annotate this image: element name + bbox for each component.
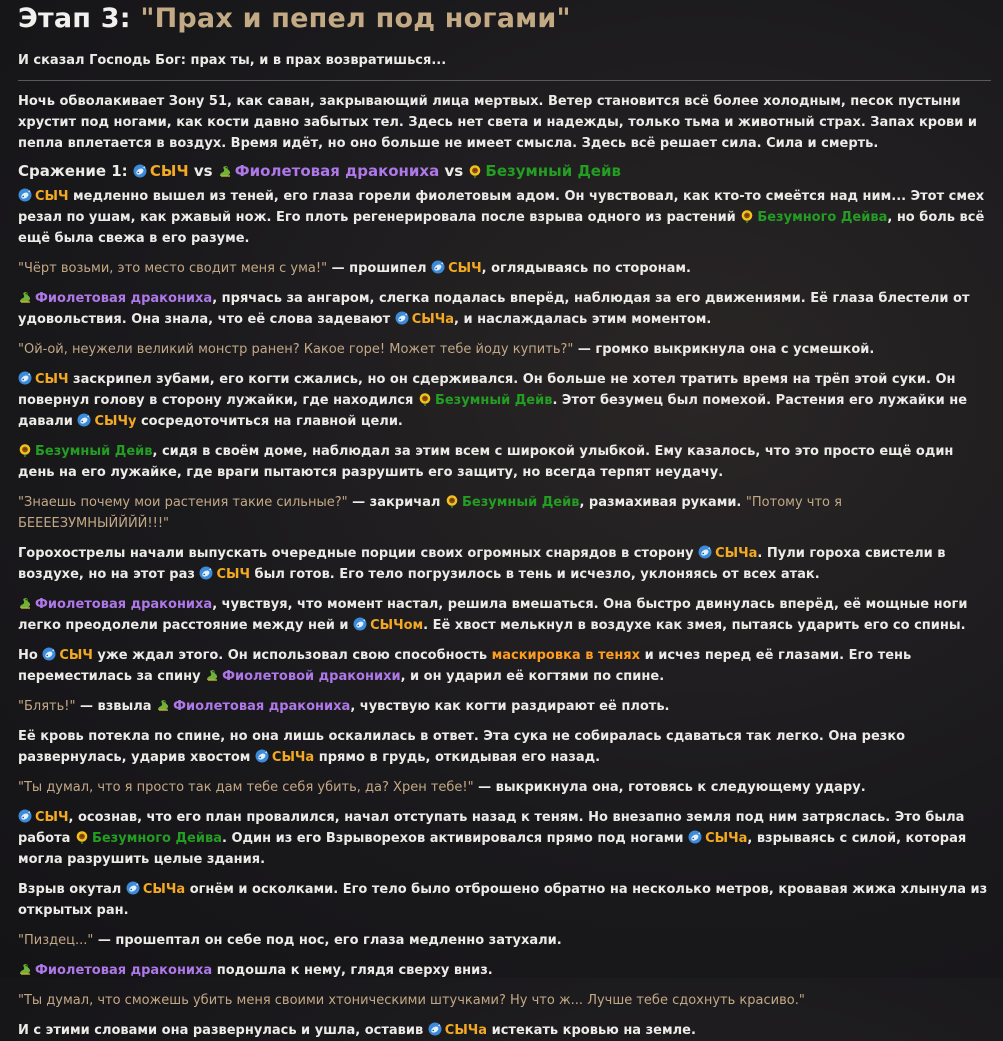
text-span: — прошипел: [331, 261, 427, 276]
name-deiv: Безумный Дейв: [461, 495, 580, 510]
fighter-syc: СЫЧ: [149, 162, 189, 180]
quote: "Ты думал, что сможешь убить меня своими хтоническими штучками? Ну что ж... Лучше тебе сдохнуть красиво.": [18, 993, 805, 1008]
story-paragraph: [18, 441, 991, 483]
name-syc: СЫЧа: [271, 750, 315, 765]
name-dragon: [222, 669, 400, 684]
quote: "Ты думал, что я просто так дам тебе себя убить, да? Хрен тебе!": [18, 780, 474, 795]
text-span: уже ждал этого. Он использовал свою способность: [97, 648, 488, 663]
stage-heading: [18, 0, 991, 36]
blue-fish-icon: [77, 413, 91, 427]
text-span: — громко выкрикнула она с усмешкой.: [577, 342, 875, 357]
blue-fish-icon: [18, 371, 32, 385]
text-span: и исчез перед её глазами. Его тень переместилась за спину: [18, 648, 912, 684]
name-syc: СЫЧ: [35, 189, 69, 204]
blue-fish-icon: [126, 881, 140, 895]
green-dragon-icon: [18, 962, 32, 976]
blue-fish-icon: [133, 164, 147, 178]
text-span: подошла к нему, глядя сверху вниз.: [216, 963, 493, 978]
fighter-dragon: Фиолетовая дракониха: [234, 162, 440, 180]
text-span: . Один из его Взрыворехов активировался прямо под ногами: [221, 831, 684, 846]
text-span: . Пули гороха свистели в воздухе, но на этот раз: [18, 546, 946, 582]
story-paragraph: [18, 696, 991, 717]
blue-fish-icon: [255, 749, 269, 763]
text-span: , взрываясь с силой, которая могла разрушить целые здания.: [18, 831, 967, 867]
stage-title: "Прах и пепел под ногами": [140, 3, 571, 34]
story-paragraph: [18, 186, 991, 249]
text-span: , прячась за ангаром, слегка подалась вперёд, наблюдая за его движениями. Её глаза блестели от удовольствия. Она знала, что её слова задевают: [18, 291, 970, 327]
text-span: , чувствуя, что момент настал, решила вмешаться. Она быстро двинулась вперёд, её мощные ноги легко преодолели расстояние между ней и: [18, 597, 968, 633]
name-syc: СЫЧ: [216, 567, 250, 582]
name-dragon: Фиолетовая дракониха: [173, 699, 351, 714]
text-span: И с этими словами она развернулась и ушла, оставив: [18, 1023, 424, 1038]
text-span: Взрыв окутал: [18, 882, 122, 897]
name-syc: СЫЧ: [35, 372, 69, 387]
story-paragraph: [18, 990, 991, 1011]
story-paragraph: [18, 594, 991, 636]
name-deiv: Безумного Дейва: [91, 831, 222, 846]
text-span: — прошептал он себе под нос, его глаза медленно затухали.: [97, 933, 562, 948]
blue-fish-icon: [688, 830, 702, 844]
epigraph: И сказал Господь Бог: прах ты, и в прах возвратишься...: [18, 53, 447, 68]
name-syc: СЫЧа: [411, 312, 454, 327]
name-dragon: Фиолетовая дракониха: [35, 291, 213, 306]
name-syc: СЫЧ: [448, 261, 482, 276]
name-syc: СЫЧ: [59, 648, 93, 663]
text-span: , оглядываясь по сторонам.: [481, 261, 691, 276]
text-span: Её кровь потекла по спине, но она лишь оскалилась в ответ. Эта сука не собиралась сдаваться так легко. Она резко развернулась, ударив хвостом: [18, 729, 906, 765]
blue-fish-icon: [18, 809, 32, 823]
name-deiv: Безумный Дейв: [35, 444, 153, 459]
story-paragraph: [18, 288, 991, 330]
text-span: , размахивая руками.: [579, 495, 742, 510]
name-syc: СЫЧ: [35, 810, 69, 825]
vs-label: vs: [193, 162, 213, 180]
blue-fish-icon: [395, 311, 409, 325]
story-paragraph: [18, 492, 991, 534]
blue-fish-icon: [431, 260, 445, 274]
vs-label: vs: [444, 162, 464, 180]
text-span: хи: [383, 669, 401, 684]
text-span: , но боль всё ещё была свежа в его разуме.: [18, 210, 985, 246]
blue-fish-icon: [18, 188, 32, 202]
quote: "Потому что я БЕЕЕЕЗУМНЫЙЙЙЙ!!!": [18, 495, 842, 531]
story-paragraph: [18, 258, 991, 279]
name-deiv: Безумный Дейв: [434, 393, 553, 408]
text-span: был готов. Его тело погрузилось в тень и исчезло, уклоняясь от всех атак.: [254, 567, 820, 582]
blue-fish-icon: [42, 647, 56, 661]
text-span: — закричал: [352, 495, 441, 510]
story-paragraph: [18, 339, 991, 360]
name-syc: СЫЧа: [142, 882, 186, 897]
name-syc: СЫЧа: [715, 546, 758, 561]
quote: "Блять!": [18, 699, 76, 714]
text-span: прямо в грудь, откидывая его назад.: [318, 750, 601, 765]
battle-label: Сражение 1:: [18, 162, 128, 180]
text-span: — взвыла: [79, 699, 152, 714]
story-paragraph: [18, 879, 991, 921]
name-dragon: Фиолетовая дракониха: [35, 963, 213, 978]
story-paragraph: [18, 543, 991, 585]
name-syc: СЫЧа: [705, 831, 748, 846]
text-span: истекать кровью на земле.: [491, 1023, 696, 1038]
blue-fish-icon: [428, 1022, 442, 1036]
text-span: . Её хвост мелькнул в воздухе как змея, пытаясь ударить его со спины.: [423, 618, 966, 633]
story-paragraph: [18, 807, 991, 870]
quote: "Ой-ой, неужели великий монстр ранен? Какое горе! Может тебе йоду купить?": [18, 342, 574, 357]
text-span: Но: [18, 648, 38, 663]
quote: "Знаешь почему мои растения такие сильные?": [18, 495, 348, 510]
name-syc: СЫЧа: [444, 1023, 488, 1038]
green-dragon-icon: [218, 164, 232, 178]
text-span: . Этот безумец был помехой. Растения его лужайки не давали: [18, 393, 968, 429]
green-dragon-icon: [205, 668, 219, 682]
green-dragon-icon: [18, 290, 32, 304]
text-span: сосредоточиться на главной цели.: [140, 414, 403, 429]
sunflower-icon: [468, 164, 482, 178]
text-span: медленно вышел из теней, его глаза горели фиолетовым адом. Он чувствовал, как кто-то смеётся над ним... Этот смех резал по ушам, как ржавый нож. Его плоть регенерировала после взрыва одного из растений: [18, 189, 985, 225]
intro-paragraph: Ночь обволакивает Зону 51, как саван, закрывающий лица мертвых. Ветер становится всё более холодным, песок пустыни хрустит под ногами, как кости давно забытых тел. Здесь нет света и надежды, только тьма и животный страх. Запах крови и пепла вплетается в воздух. Время идёт, но оно больше не имеет смысла. Здесь всё решает сила. Сила и смерть.: [18, 94, 977, 151]
text-span: , и он ударил её когтями по спине.: [400, 669, 665, 684]
sunflower-icon: [445, 494, 459, 508]
sunflower-icon: [75, 830, 89, 844]
text-span: заскрипел зубами, его когти сжались, но он сдерживался. Он больше не хотел тратить время на трёп этой суки. Он повернул голову в сторону лужайки, где находился: [18, 372, 956, 408]
name-dragon: Фиолетовая дракониха: [35, 597, 213, 612]
fighter-deiv: Безумный Дейв: [485, 162, 621, 180]
story-paragraph: [18, 777, 991, 798]
skill-name: маскировка в тенях: [491, 648, 641, 663]
name-syc: СЫЧу: [94, 414, 137, 429]
text-span: Фиолетовой дракони: [222, 669, 384, 684]
text-span: , осознав, что его план провалился, начал отступать назад к теням. Но внезапно земля под ним затряслась. Это была работа: [18, 810, 965, 846]
text-span: Горохострелы начали выпускать очередные порции своих огромных снарядов в сторону: [18, 546, 694, 561]
sunflower-icon: [418, 392, 432, 406]
blue-fish-icon: [199, 566, 213, 580]
green-dragon-icon: [156, 698, 170, 712]
name-deiv: Безумного Дейва: [757, 210, 888, 225]
text-span: — выкрикнула она, готовясь к следующему удару.: [478, 780, 866, 795]
sunflower-icon: [18, 443, 32, 457]
story-paragraph: [18, 1020, 991, 1041]
stage-label: Этап 3:: [18, 3, 131, 34]
text-span: огнём и осколками. Его тело было отброшено обратно на несколько метров, кровавая жижа хлынула из открытых ран.: [18, 882, 988, 918]
divider: [18, 80, 991, 81]
text-span: , и наслаждалась этим моментом.: [454, 312, 712, 327]
battle-heading: [18, 161, 991, 181]
story-paragraph: [18, 930, 991, 951]
text-span: , чувствую как когти раздирают её плоть.: [350, 699, 670, 714]
story-paragraph: [18, 645, 991, 687]
story-paragraph: [18, 369, 991, 432]
text-span: , сидя в своём доме, наблюдал за этим всем с широкой улыбкой. Ему казалось, что это просто ещё один день на его лужайке, где враги пытаются разрушить его защиту, но всегда терпят неудачу.: [18, 444, 954, 480]
story-paragraph: [18, 726, 991, 768]
blue-fish-icon: [698, 545, 712, 559]
name-syc: СЫЧом: [370, 618, 424, 633]
green-dragon-icon: [18, 596, 32, 610]
quote: "Пиздец...": [18, 933, 94, 948]
blue-fish-icon: [353, 617, 367, 631]
quote: "Чёрт возьми, это место сводит меня с ума!": [18, 261, 328, 276]
sunflower-icon: [740, 209, 754, 223]
